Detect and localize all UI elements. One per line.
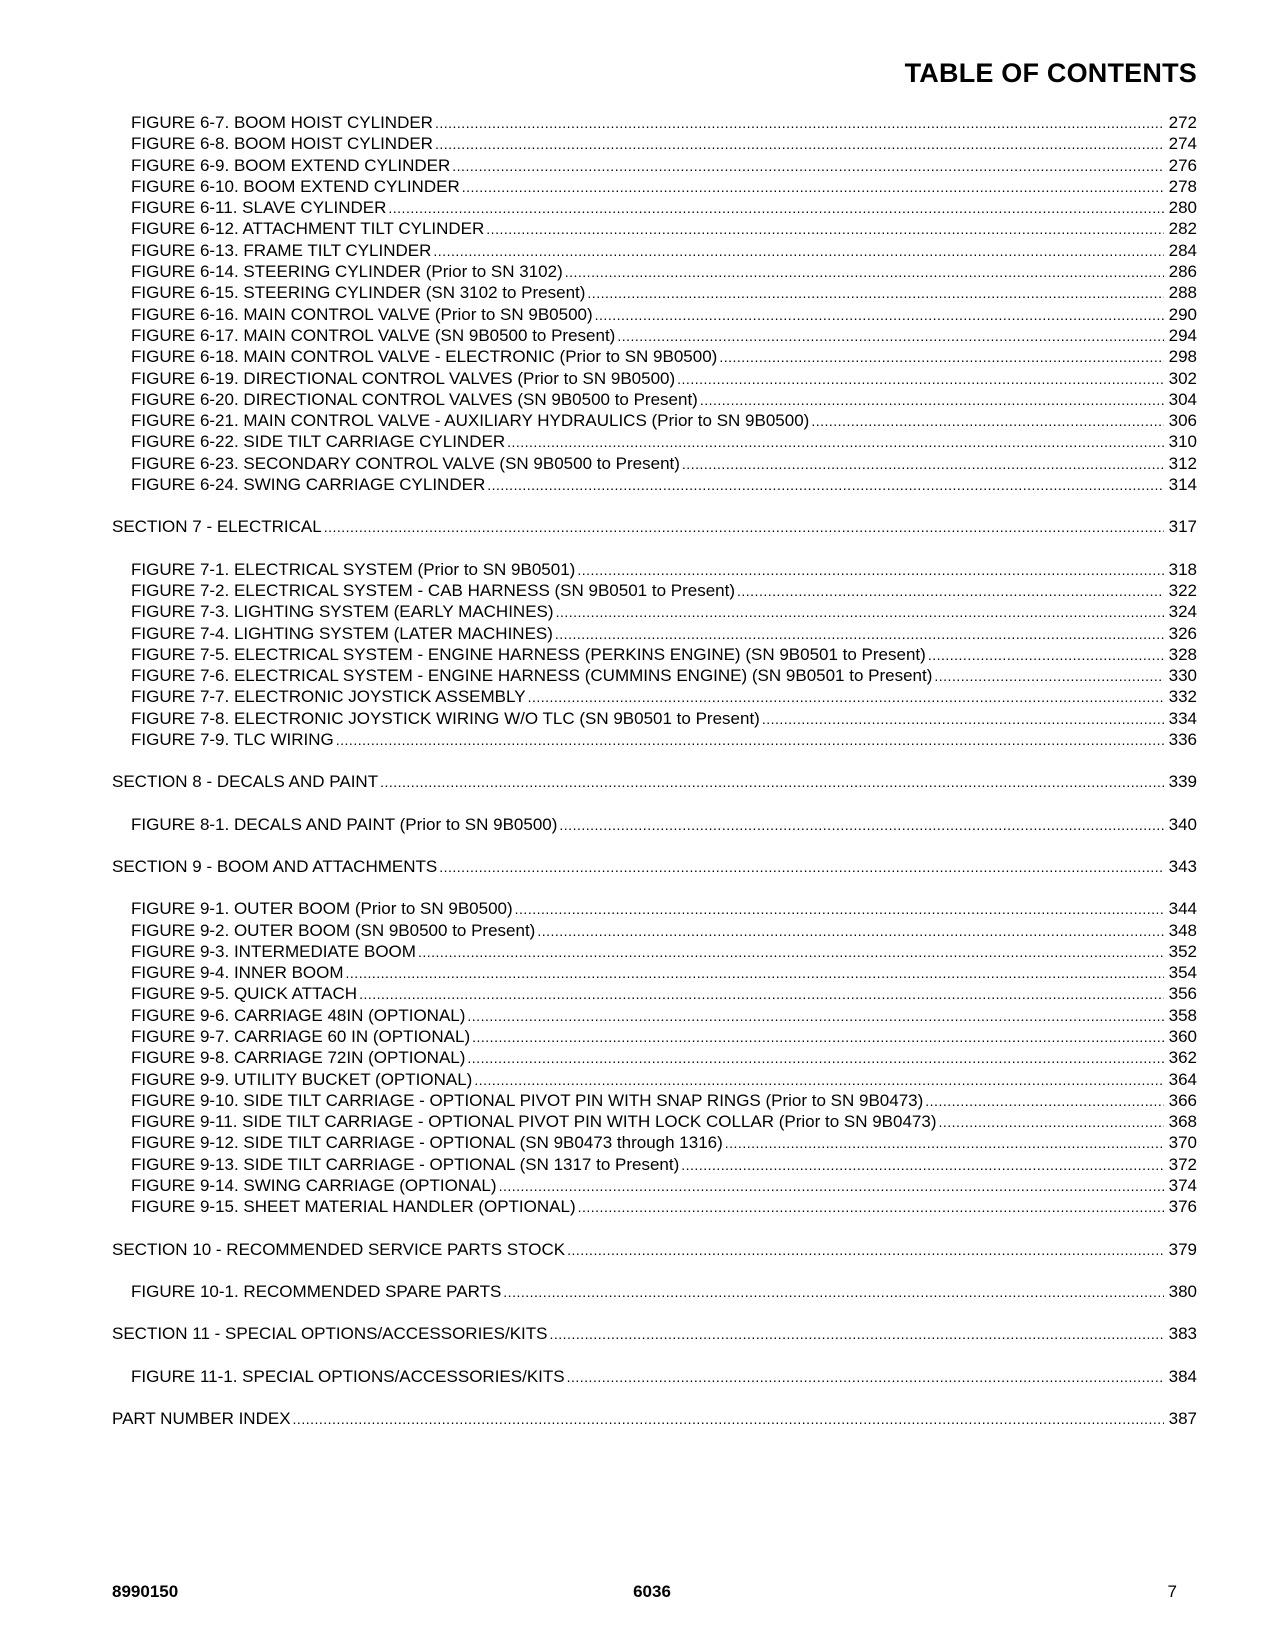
toc-entry-label: SECTION 9 - BOOM AND ATTACHMENTS — [112, 856, 438, 876]
toc-entry-label: FIGURE 6-13. FRAME TILT CYLINDER — [131, 240, 432, 260]
toc-figure-entry[interactable] — [112, 431, 1197, 452]
toc-figure-entry[interactable] — [112, 1366, 1197, 1387]
toc-figure-entry[interactable] — [112, 920, 1197, 941]
toc-entry-page-number: 284 — [1168, 240, 1197, 260]
toc-figure-entry[interactable] — [112, 368, 1197, 389]
toc-entry-page-number: 387 — [1168, 1408, 1197, 1428]
toc-entry-page-number: 360 — [1168, 1026, 1197, 1046]
toc-entry-label: FIGURE 11-1. SPECIAL OPTIONS/ACCESSORIES/KITS — [131, 1366, 565, 1386]
toc-entry-page-number: 317 — [1168, 517, 1197, 537]
toc-entry-label: FIGURE 6-23. SECONDARY CONTROL VALVE (SN 9B0500 to Present) — [131, 453, 680, 473]
dot-leader — [928, 644, 1164, 665]
toc-entry-label: FIGURE 6-14. STEERING CYLINDER (Prior to SN 3102) — [131, 262, 563, 282]
toc-entry-page-number: 332 — [1168, 687, 1197, 707]
dot-leader — [719, 346, 1164, 367]
dot-leader — [811, 410, 1164, 431]
dot-leader — [435, 133, 1164, 154]
toc-entry-page-number: 274 — [1168, 134, 1197, 154]
toc-figure-entry[interactable] — [112, 218, 1197, 239]
dot-leader — [682, 453, 1164, 474]
toc-entry-page-number: 384 — [1168, 1366, 1197, 1386]
toc-figure-entry[interactable] — [112, 474, 1197, 495]
toc-figure-entry[interactable] — [112, 1196, 1197, 1217]
toc-entry-label: FIGURE 6-21. MAIN CONTROL VALVE - AUXILIARY HYDRAULICS (Prior to SN 9B0500) — [131, 411, 810, 431]
dot-leader — [595, 304, 1164, 325]
toc-entry-label: FIGURE 9-13. SIDE TILT CARRIAGE - OPTIONAL (SN 1317 to Present) — [131, 1154, 680, 1174]
toc-entry-page-number: 344 — [1168, 899, 1197, 919]
toc-entry-label: FIGURE 9-11. SIDE TILT CARRIAGE - OPTIONAL PIVOT PIN WITH LOCK COLLAR (Prior to SN 9B0473) — [131, 1112, 937, 1132]
toc-entry-label: FIGURE 9-12. SIDE TILT CARRIAGE - OPTIONAL (SN 9B0473 through 1316) — [131, 1133, 723, 1153]
dot-leader — [472, 1026, 1164, 1047]
toc-entry-page-number: 272 — [1168, 113, 1197, 132]
dot-leader — [380, 771, 1164, 792]
dot-leader — [486, 218, 1164, 239]
toc-figure-entry[interactable] — [112, 1132, 1197, 1153]
toc-entry-page-number: 286 — [1168, 262, 1197, 282]
dot-leader — [762, 708, 1164, 729]
dot-leader — [467, 1047, 1164, 1068]
toc-entry-label: FIGURE 10-1. RECOMMENDED SPARE PARTS — [131, 1281, 502, 1301]
toc-figure-entry[interactable] — [112, 686, 1197, 707]
toc-entry-label: SECTION 11 - SPECIAL OPTIONS/ACCESSORIES/KITS — [112, 1324, 548, 1344]
toc-entry-label: FIGURE 9-15. SHEET MATERIAL HANDLER (OPTIONAL) — [131, 1197, 576, 1217]
toc-entry-page-number: 278 — [1168, 176, 1197, 196]
toc-entry-label: FIGURE 9-8. CARRIAGE 72IN (OPTIONAL) — [131, 1048, 466, 1068]
footer-page-number: 7 — [1167, 1582, 1177, 1601]
toc-entry-label: FIGURE 7-6. ELECTRICAL SYSTEM - ENGINE HARNESS (CUMMINS ENGINE) (SN 9B0501 to Present) — [131, 666, 933, 686]
dot-leader — [503, 1281, 1164, 1302]
dot-leader — [293, 1408, 1164, 1429]
toc-entry-label: FIGURE 6-20. DIRECTIONAL CONTROL VALVES (SN 9B0500 to Present) — [131, 389, 698, 409]
toc-entry-label: FIGURE 8-1. DECALS AND PAINT (Prior to SN 9B0500) — [131, 814, 558, 834]
toc-entry-page-number: 372 — [1168, 1154, 1197, 1174]
toc-figure-entry[interactable] — [112, 261, 1197, 282]
toc-entry-page-number: 280 — [1168, 198, 1197, 218]
toc-entry-page-number: 322 — [1168, 580, 1197, 600]
toc-entry-page-number: 294 — [1168, 325, 1197, 345]
dot-leader — [556, 601, 1164, 622]
toc-entry-page-number: 368 — [1168, 1112, 1197, 1132]
toc-figure-entry[interactable] — [112, 240, 1197, 261]
toc-entry-page-number: 318 — [1168, 559, 1197, 579]
dot-leader — [346, 962, 1164, 983]
toc-entry-page-number: 380 — [1168, 1281, 1197, 1301]
toc-entry-page-number: 379 — [1168, 1239, 1197, 1259]
toc-figure-entry[interactable] — [112, 1026, 1197, 1047]
dot-leader — [359, 983, 1164, 1004]
toc-entry-label: FIGURE 7-2. ELECTRICAL SYSTEM - CAB HARNESS (SN 9B0501 to Present) — [131, 580, 735, 600]
toc-entry-label: FIGURE 6-15. STEERING CYLINDER (SN 3102 to Present) — [131, 283, 586, 303]
toc-entry-label: FIGURE 9-1. OUTER BOOM (Prior to SN 9B0500) — [131, 899, 513, 919]
toc-entry-page-number: 348 — [1168, 920, 1197, 940]
dot-leader — [565, 261, 1164, 282]
dot-leader — [537, 920, 1164, 941]
toc-section-entry[interactable] — [112, 856, 1197, 877]
toc-entry-label: FIGURE 7-8. ELECTRONIC JOYSTICK WIRING W/O TLC (SN 9B0501 to Present) — [131, 708, 760, 728]
toc-figure-entry[interactable] — [112, 346, 1197, 367]
toc-entry-page-number: 376 — [1168, 1197, 1197, 1217]
toc-entry-label: FIGURE 9-10. SIDE TILT CARRIAGE - OPTIONAL PIVOT PIN WITH SNAP RINGS (Prior to SN 9B0473) — [131, 1090, 924, 1110]
toc-entry-page-number: 326 — [1168, 623, 1197, 643]
dot-leader — [439, 856, 1164, 877]
toc-figure-entry[interactable] — [112, 644, 1197, 665]
toc-entry-label: FIGURE 6-18. MAIN CONTROL VALVE - ELECTRONIC (Prior to SN 9B0500) — [131, 347, 718, 367]
toc-figure-entry[interactable] — [112, 1047, 1197, 1068]
toc-figure-entry[interactable] — [112, 389, 1197, 410]
toc-entry-page-number: 336 — [1168, 730, 1197, 750]
toc-entry-page-number: 362 — [1168, 1048, 1197, 1068]
dot-leader — [435, 112, 1164, 133]
page-title: TABLE OF CONTENTS — [904, 58, 1197, 88]
toc-entry-label: FIGURE 9-2. OUTER BOOM (SN 9B0500 to Present) — [131, 920, 536, 940]
toc-entry-label: SECTION 10 - RECOMMENDED SERVICE PARTS STOCK — [112, 1239, 566, 1259]
dot-leader — [737, 580, 1164, 601]
dot-leader — [487, 474, 1164, 495]
toc-entry-page-number: 276 — [1168, 155, 1197, 175]
toc-figure-entry[interactable] — [112, 962, 1197, 983]
toc-entry-label: FIGURE 6-22. SIDE TILT CARRIAGE CYLINDER — [131, 432, 506, 452]
toc-entry-label: FIGURE 7-1. ELECTRICAL SYSTEM (Prior to SN 9B0501) — [131, 559, 576, 579]
toc-section-entry[interactable] — [112, 1239, 1197, 1260]
toc-figure-entry[interactable] — [112, 325, 1197, 346]
dot-leader — [462, 176, 1164, 197]
toc-entry-page-number: 282 — [1168, 219, 1197, 239]
toc-entry-page-number: 304 — [1168, 389, 1197, 409]
dot-leader — [559, 814, 1164, 835]
toc-figure-entry[interactable] — [112, 197, 1197, 218]
toc-entry-page-number: 352 — [1168, 941, 1197, 961]
toc-entry-label: FIGURE 6-7. BOOM HOIST CYLINDER — [131, 113, 433, 132]
toc-figure-entry[interactable] — [112, 155, 1197, 176]
toc-figure-entry[interactable] — [112, 112, 1197, 133]
toc-entry-page-number: 310 — [1168, 432, 1197, 452]
toc-figure-entry[interactable] — [112, 580, 1197, 601]
dot-leader — [700, 389, 1164, 410]
toc-entry-label: FIGURE 6-19. DIRECTIONAL CONTROL VALVES (Prior to SN 9B0500) — [131, 368, 676, 388]
toc-entry-page-number: 358 — [1168, 1005, 1197, 1025]
toc-figure-entry[interactable] — [112, 898, 1197, 919]
toc-entry-page-number: 298 — [1168, 347, 1197, 367]
toc-entry-page-number: 354 — [1168, 963, 1197, 983]
toc-entry-page-number: 343 — [1168, 856, 1197, 876]
toc-entry-label: FIGURE 9-6. CARRIAGE 48IN (OPTIONAL) — [131, 1005, 466, 1025]
toc-figure-entry[interactable] — [112, 1069, 1197, 1090]
dot-leader — [725, 1132, 1164, 1153]
dot-leader — [550, 1323, 1165, 1344]
dot-leader — [587, 282, 1164, 303]
toc-figure-entry[interactable] — [112, 665, 1197, 686]
toc-entry-page-number: 290 — [1168, 304, 1197, 324]
toc-section-entry[interactable] — [112, 771, 1197, 792]
dot-leader — [474, 1069, 1164, 1090]
toc-entry-page-number: 356 — [1168, 984, 1197, 1004]
toc-section-entry[interactable] — [112, 1408, 1197, 1429]
toc-figure-entry[interactable] — [112, 559, 1197, 580]
toc-entry-label: PART NUMBER INDEX — [112, 1408, 291, 1428]
toc-entry-label: FIGURE 6-16. MAIN CONTROL VALVE (Prior to SN 9B0500) — [131, 304, 593, 324]
toc-figure-entry[interactable] — [112, 708, 1197, 729]
toc-entry-page-number: 339 — [1168, 772, 1197, 792]
toc-figure-entry[interactable] — [112, 1154, 1197, 1175]
toc-entry-label: FIGURE 9-9. UTILITY BUCKET (OPTIONAL) — [131, 1069, 473, 1089]
toc-figure-entry[interactable] — [112, 410, 1197, 431]
dot-leader — [324, 516, 1164, 537]
dot-leader — [617, 325, 1164, 346]
toc-figure-entry[interactable] — [112, 1281, 1197, 1302]
toc-entry-page-number: 383 — [1168, 1324, 1197, 1344]
toc-section-entry[interactable] — [112, 516, 1197, 537]
toc-entry-label: FIGURE 7-3. LIGHTING SYSTEM (EARLY MACHINES) — [131, 602, 554, 622]
toc-entry-page-number: 306 — [1168, 411, 1197, 431]
toc-figure-entry[interactable] — [112, 623, 1197, 644]
toc-entry-label: FIGURE 6-10. BOOM EXTEND CYLINDER — [131, 176, 460, 196]
toc-entry-page-number: 328 — [1168, 644, 1197, 664]
toc-figure-entry[interactable] — [112, 453, 1197, 474]
dot-leader — [677, 368, 1164, 389]
toc-entry-page-number: 364 — [1168, 1069, 1197, 1089]
toc-entry-page-number: 374 — [1168, 1176, 1197, 1196]
toc-figure-entry[interactable] — [112, 133, 1197, 154]
toc-entry-label: SECTION 8 - DECALS AND PAINT — [112, 772, 379, 792]
toc-entry-page-number: 370 — [1168, 1133, 1197, 1153]
toc-entry-label: FIGURE 7-9. TLC WIRING — [131, 730, 334, 750]
toc-figure-entry[interactable] — [112, 941, 1197, 962]
footer-model-number: 6036 — [633, 1582, 671, 1601]
toc-entry-label: FIGURE 9-14. SWING CARRIAGE (OPTIONAL) — [131, 1176, 497, 1196]
toc-figure-entry[interactable] — [112, 983, 1197, 1004]
dot-leader — [939, 1111, 1165, 1132]
toc-entry-page-number: 314 — [1168, 475, 1197, 495]
toc-figure-entry[interactable] — [112, 282, 1197, 303]
toc-figure-entry[interactable] — [112, 1090, 1197, 1111]
toc-entry-page-number: 330 — [1168, 666, 1197, 686]
toc-entry-label: FIGURE 6-24. SWING CARRIAGE CYLINDER — [131, 475, 486, 495]
toc-entry-label: FIGURE 6-17. MAIN CONTROL VALVE (SN 9B0500 to Present) — [131, 325, 616, 345]
dot-leader — [934, 665, 1164, 686]
dot-leader — [418, 941, 1164, 962]
dot-leader — [507, 431, 1164, 452]
dot-leader — [515, 898, 1164, 919]
dot-leader — [925, 1090, 1164, 1111]
toc-figure-entry[interactable] — [112, 601, 1197, 622]
toc-entry-page-number: 334 — [1168, 708, 1197, 728]
toc-entry-page-number: 302 — [1168, 368, 1197, 388]
toc-figure-entry[interactable] — [112, 304, 1197, 325]
toc-entry-label: FIGURE 6-8. BOOM HOIST CYLINDER — [131, 134, 433, 154]
toc-entry-label: FIGURE 9-7. CARRIAGE 60 IN (OPTIONAL) — [131, 1026, 471, 1046]
toc-section-entry[interactable] — [112, 1323, 1197, 1344]
toc-entry-page-number: 366 — [1168, 1090, 1197, 1110]
dot-leader — [528, 686, 1164, 707]
toc-entry-label: FIGURE 6-9. BOOM EXTEND CYLINDER — [131, 155, 451, 175]
toc-figure-entry[interactable] — [112, 729, 1197, 750]
toc-entry-label: FIGURE 7-4. LIGHTING SYSTEM (LATER MACHINES) — [131, 623, 553, 643]
dot-leader — [499, 1175, 1164, 1196]
toc-entry-label: FIGURE 6-11. SLAVE CYLINDER — [131, 198, 387, 218]
toc-entry-label: FIGURE 7-5. ELECTRICAL SYSTEM - ENGINE HARNESS (PERKINS ENGINE) (SN 9B0501 to Present) — [131, 644, 926, 664]
dot-leader — [578, 1196, 1164, 1217]
dot-leader — [336, 729, 1164, 750]
dot-leader — [467, 1005, 1164, 1026]
dot-leader — [388, 197, 1164, 218]
toc-figure-entry[interactable] — [112, 176, 1197, 197]
toc-entry-label: SECTION 7 - ELECTRICAL — [112, 517, 322, 537]
dot-leader — [452, 155, 1164, 176]
page-footer — [112, 1582, 1197, 1606]
toc-entry-page-number: 324 — [1168, 602, 1197, 622]
toc-entry-page-number: 312 — [1168, 453, 1197, 473]
toc-figure-entry[interactable] — [112, 814, 1197, 835]
toc-entry-page-number: 288 — [1168, 283, 1197, 303]
footer-document-number: 8990150 — [112, 1582, 179, 1601]
dot-leader — [433, 240, 1164, 261]
dot-leader — [555, 623, 1164, 644]
toc-entry-page-number: 340 — [1168, 814, 1197, 834]
toc-entry-label: FIGURE 9-4. INNER BOOM — [131, 963, 344, 983]
toc-figure-entry[interactable] — [112, 1175, 1197, 1196]
dot-leader — [567, 1239, 1164, 1260]
dot-leader — [567, 1366, 1164, 1387]
toc-entry-label: FIGURE 6-12. ATTACHMENT TILT CYLINDER — [131, 219, 485, 239]
toc-figure-entry[interactable] — [112, 1005, 1197, 1026]
dot-leader — [577, 559, 1164, 580]
table-of-contents-list — [112, 112, 1197, 1450]
toc-entry-label: FIGURE 7-7. ELECTRONIC JOYSTICK ASSEMBLY — [131, 687, 526, 707]
toc-figure-entry[interactable] — [112, 1111, 1197, 1132]
toc-entry-label: FIGURE 9-5. QUICK ATTACH — [131, 984, 358, 1004]
toc-entry-label: FIGURE 9-3. INTERMEDIATE BOOM — [131, 941, 416, 961]
dot-leader — [681, 1154, 1164, 1175]
